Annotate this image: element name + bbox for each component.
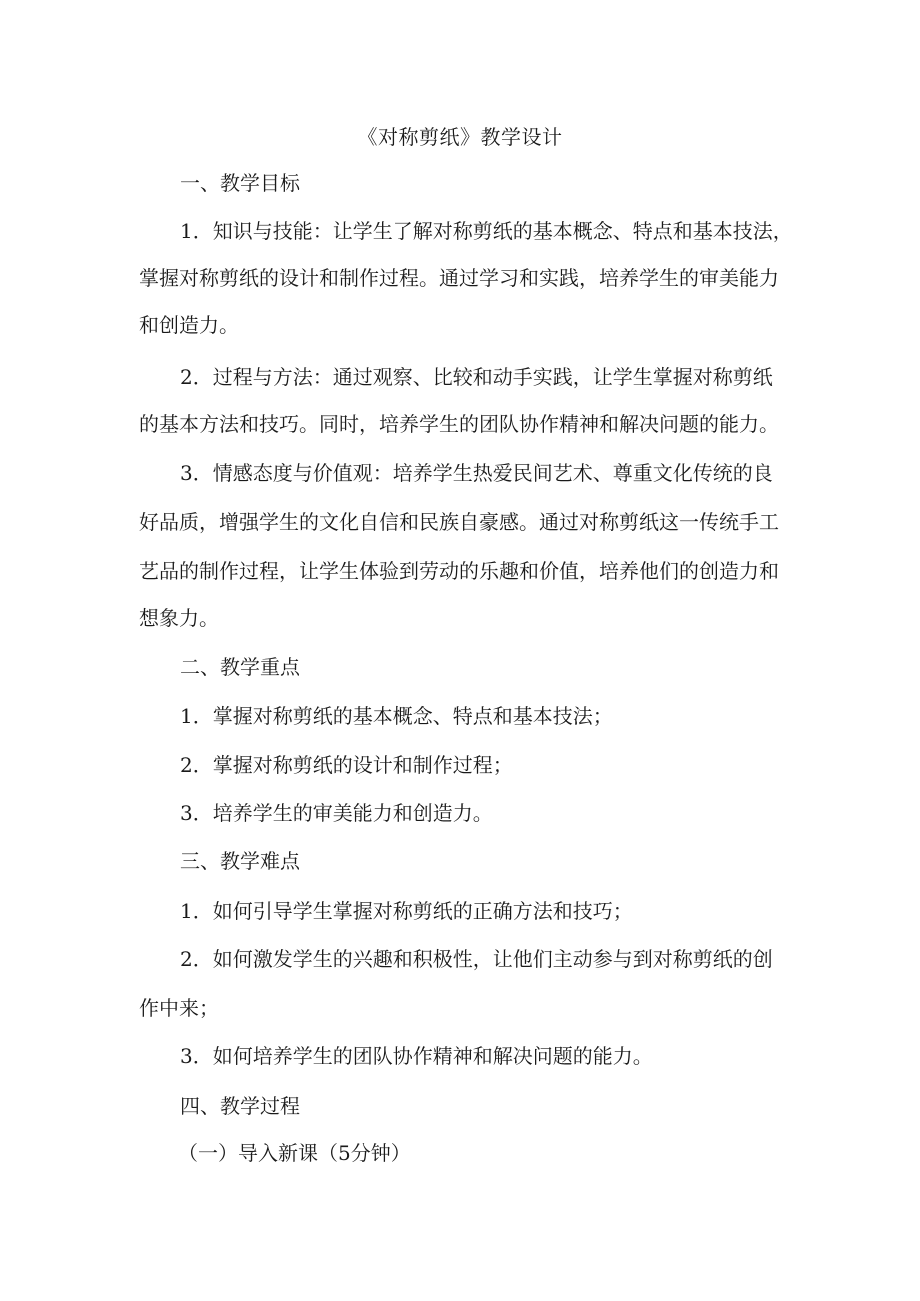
- difficulty-2-line-1: 2．如何激发学生的兴趣和积极性，让他们主动参与到对称剪纸的创: [180, 947, 773, 971]
- objective-3-line-2: 好品质，增强学生的文化自信和民族自豪感。通过对称剪纸这一传统手工: [139, 510, 779, 534]
- objective-1-line-2: 掌握对称剪纸的设计和制作过程。通过学习和实践，培养学生的审美能力: [139, 266, 779, 290]
- section-heading-key-points: 二、教学重点: [180, 655, 300, 679]
- section-heading-objectives: 一、教学目标: [180, 171, 300, 195]
- difficulty-2-line-2: 作中来；: [139, 996, 219, 1020]
- objective-2-line-2: 的基本方法和技巧。同时，培养学生的团队协作精神和解决问题的能力。: [139, 412, 779, 436]
- key-point-1: 1．掌握对称剪纸的基本概念、特点和基本技法；: [180, 704, 613, 728]
- objective-3-line-4: 想象力。: [139, 606, 219, 630]
- objective-3-line-3: 艺品的制作过程，让学生体验到劳动的乐趣和价值，培养他们的创造力和: [139, 559, 779, 583]
- document-title: 《对称剪纸》教学设计: [357, 125, 563, 149]
- section-heading-process: 四、教学过程: [180, 1094, 300, 1118]
- objective-2-line-1: 2．过程与方法：通过观察、比较和动手实践，让学生掌握对称剪纸: [180, 365, 773, 389]
- key-point-2: 2．掌握对称剪纸的设计和制作过程；: [180, 753, 513, 777]
- difficulty-3: 3．如何培养学生的团队协作精神和解决问题的能力。: [180, 1044, 653, 1068]
- objective-1-line-3: 和创造力。: [139, 313, 239, 337]
- process-subheading-1: （一）导入新课（5分钟）: [178, 1141, 411, 1165]
- difficulty-1: 1．如何引导学生掌握对称剪纸的正确方法和技巧；: [180, 899, 633, 923]
- objective-3-line-1: 3．情感态度与价值观：培养学生热爱民间艺术、尊重文化传统的良: [180, 461, 773, 485]
- objective-1-line-1: 1．知识与技能：让学生了解对称剪纸的基本概念、特点和基本技法，: [180, 219, 793, 243]
- key-point-3: 3．培养学生的审美能力和创造力。: [180, 801, 493, 825]
- section-heading-difficulties: 三、教学难点: [180, 849, 300, 873]
